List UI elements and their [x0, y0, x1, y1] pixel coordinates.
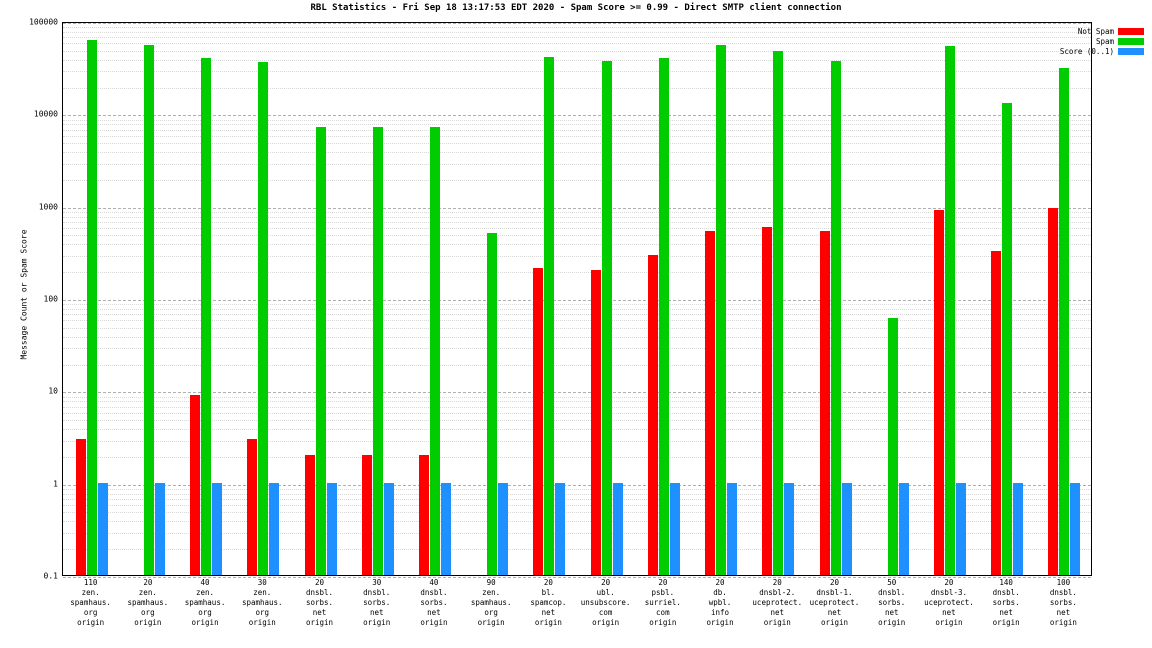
bar-not-spam — [762, 227, 772, 575]
bar-not-spam — [591, 270, 601, 575]
x-tick-label: 50 dnsbl. sorbs. net origin — [878, 578, 906, 627]
y-axis-label: Message Count or Spam Score — [19, 229, 29, 360]
legend-item — [1060, 36, 1144, 46]
x-tick-label: 20 dnsbl. sorbs. net origin — [305, 578, 334, 627]
gridline — [63, 208, 1091, 209]
legend-label: Spam — [1095, 36, 1114, 46]
gridline — [63, 136, 1091, 137]
gridline — [63, 60, 1091, 61]
bar-not-spam — [705, 231, 715, 575]
gridline — [63, 164, 1091, 165]
bar-spam — [430, 127, 440, 575]
bar-score-0-1 — [1070, 483, 1080, 575]
bar-not-spam — [934, 210, 944, 575]
bar-score-0-1 — [98, 483, 108, 575]
gridline — [63, 88, 1091, 89]
x-tick-label: 20 dnsbl-1. uceprotect. net origin — [809, 578, 860, 627]
gridline — [63, 180, 1091, 181]
bar-not-spam — [76, 439, 86, 575]
bar-spam — [1059, 68, 1069, 575]
bar-spam — [659, 58, 669, 575]
legend-swatch — [1118, 48, 1144, 55]
gridline — [63, 51, 1091, 52]
bar-spam — [773, 51, 783, 575]
bar-score-0-1 — [842, 483, 852, 575]
bar-score-0-1 — [899, 483, 909, 575]
gridline — [63, 37, 1091, 38]
y-tick-label: 10000 — [33, 109, 58, 119]
x-tick-label: 20 dnsbl-3. uceprotect. net origin — [924, 578, 974, 627]
bar-score-0-1 — [555, 483, 565, 575]
chart-title: RBL Statistics - Fri Sep 18 13:17:53 EDT 2020 - Spam Score >= 0.99 - Direct SMTP client connection — [310, 3, 842, 13]
x-tick-label: 20 bl. spamcop. net origin — [530, 578, 567, 627]
gridline — [63, 23, 1091, 24]
bar-spam — [201, 58, 211, 575]
plot-area — [62, 22, 1092, 576]
bar-not-spam — [820, 231, 830, 575]
bar-spam — [373, 127, 383, 575]
x-tick-label: 20 psbl. surriel. com origin — [644, 578, 681, 627]
y-tick-label: 100 — [43, 294, 58, 304]
bar-not-spam — [362, 455, 372, 575]
bar-score-0-1 — [727, 483, 737, 575]
bar-score-0-1 — [670, 483, 680, 575]
x-tick-label: 20 dnsbl-2. uceprotect. net origin — [752, 578, 803, 627]
legend-label: Score (0..1) — [1059, 46, 1114, 56]
bar-score-0-1 — [441, 483, 451, 575]
gridline — [63, 115, 1091, 116]
legend-item — [1060, 26, 1144, 36]
x-tick-label: 140 dnsbl. sorbs. net origin — [992, 578, 1020, 627]
bar-spam — [945, 46, 955, 575]
gridline — [63, 27, 1091, 28]
bar-score-0-1 — [784, 483, 794, 575]
bar-spam — [831, 61, 841, 575]
y-tick-label: 0.1 — [43, 571, 58, 581]
gridline — [63, 43, 1091, 44]
gridline — [63, 143, 1091, 144]
gridline — [63, 124, 1091, 125]
gridline — [63, 152, 1091, 153]
bar-not-spam — [190, 395, 200, 575]
gridline — [63, 71, 1091, 72]
bar-spam — [716, 45, 726, 575]
bar-not-spam — [247, 439, 257, 575]
bar-score-0-1 — [327, 483, 337, 575]
bar-spam — [316, 127, 326, 575]
gridline — [63, 32, 1091, 33]
y-tick-label: 100000 — [29, 17, 58, 27]
bar-not-spam — [648, 255, 658, 575]
legend-label: Not Spam — [1077, 26, 1114, 36]
bar-spam — [487, 233, 497, 575]
bar-spam — [87, 40, 97, 575]
bar-not-spam — [991, 251, 1001, 575]
bar-score-0-1 — [956, 483, 966, 575]
bar-not-spam — [533, 268, 543, 575]
bar-score-0-1 — [155, 483, 165, 575]
bar-spam — [544, 57, 554, 575]
bar-not-spam — [305, 455, 315, 575]
x-tick-label: 30 zen. spamhaus. org origin — [241, 578, 283, 627]
bar-spam — [888, 318, 898, 575]
bar-not-spam — [1048, 208, 1058, 575]
legend-swatch — [1118, 38, 1144, 45]
bar-spam — [1002, 103, 1012, 575]
bar-spam — [144, 45, 154, 575]
bar-score-0-1 — [613, 483, 623, 575]
gridline — [63, 130, 1091, 131]
bar-score-0-1 — [212, 483, 222, 575]
gridline — [63, 120, 1091, 121]
legend-swatch — [1118, 28, 1144, 35]
x-tick-label: 20 zen. spamhaus. org origin — [127, 578, 169, 627]
legend — [1060, 26, 1144, 56]
x-tick-label: 20 ubl. unsubscore. com origin — [580, 578, 631, 627]
x-tick-label: 20 db. wpbl. info origin — [706, 578, 734, 627]
bar-score-0-1 — [269, 483, 279, 575]
x-tick-label: 110 zen. spamhaus. org origin — [70, 578, 111, 627]
x-tick-label: 100 dnsbl. sorbs. net origin — [1049, 578, 1077, 627]
y-tick-label: 1000 — [38, 202, 58, 212]
x-tick-label: 90 zen. spamhaus. org origin — [470, 578, 512, 627]
y-tick-label: 10 — [48, 386, 58, 396]
legend-item — [1060, 46, 1144, 56]
x-axis-labels — [62, 578, 1092, 644]
bar-spam — [258, 62, 268, 575]
x-tick-label: 40 zen. spamhaus. org origin — [184, 578, 226, 627]
bar-score-0-1 — [1013, 483, 1023, 575]
x-tick-label: 40 dnsbl. sorbs. net origin — [420, 578, 448, 627]
bar-score-0-1 — [384, 483, 394, 575]
x-tick-label: 30 dnsbl. sorbs. net origin — [363, 578, 391, 627]
bar-score-0-1 — [498, 483, 508, 575]
bar-not-spam — [419, 455, 429, 575]
y-tick-label: 1 — [53, 479, 58, 489]
bar-spam — [602, 61, 612, 575]
